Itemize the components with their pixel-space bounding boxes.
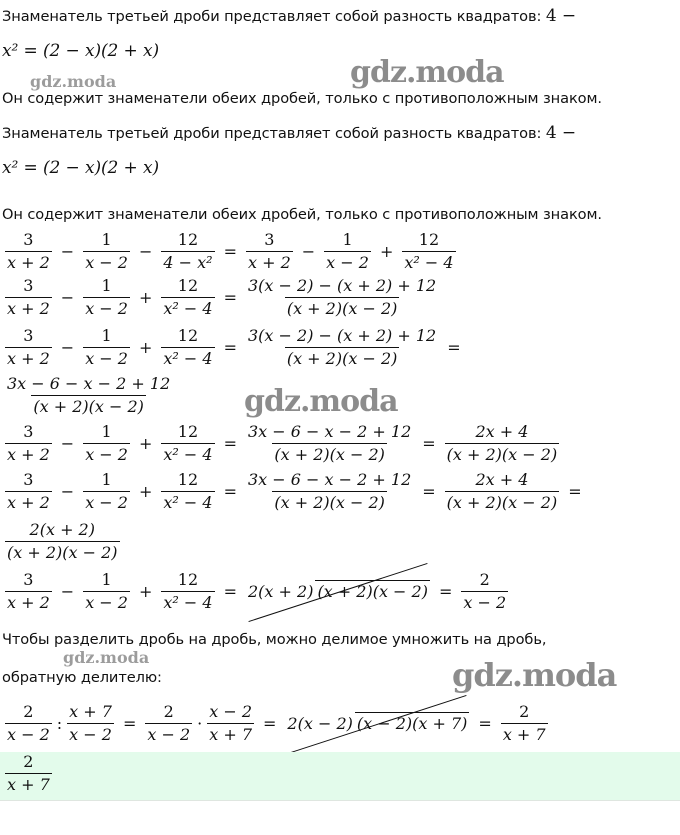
fraction: $\frac{12}{\text{x² − 4}}$ — [163, 470, 213, 512]
fraction: $\frac{3x - 6 - x - 2 + 12}{(x + 2)(x - 2)}$ — [247, 422, 412, 464]
fraction: $\frac{1}{x - 2}$ — [326, 230, 369, 272]
fraction: $\frac{2}{x - 2}$ — [147, 702, 191, 744]
fraction: $\frac{3}{x + 2}$ — [7, 570, 50, 612]
explanation-line-5: Чтобы разделить дробь на дробь, можно делимое умножить на дробь, — [2, 631, 547, 648]
watermark-large-3: gdz.moda — [452, 656, 617, 694]
explanation-line-4: Он содержит знаменатели обеих дробей, только с противоположным знаком. — [2, 206, 602, 223]
fraction: $\frac{1}{x - 2}$ — [85, 470, 128, 512]
fraction: $\frac{3x - 6 - x - 2 + 12}{(x + 2)(x - 2)}$ — [7, 374, 171, 416]
fraction: $\frac{1}{x - 2}$ — [85, 276, 128, 318]
equation-row-3: $\frac{3}{x + 2}$ − $\frac{1}{x - 2}$ + $\frac{12}{\text{x² − 4}}$ = $\frac{3(x - 2) - (x + 2) + 12}{(x + 2)(x - 2)}$ = — [7, 326, 461, 368]
fraction: $\frac{1}{x - 2}$ — [85, 422, 128, 464]
cancelled-fraction: 2(x + 2) (x + 2)(x − 2) — [247, 581, 428, 601]
fraction: $\frac{1}{x - 2}$ — [85, 570, 128, 612]
fraction: $\frac{12}{\text{x² − 4}}$ — [404, 230, 454, 272]
fraction: $\frac{12}{\text{x² − 4}}$ — [163, 276, 213, 318]
explanation-line-6: обратную делителю: — [2, 669, 162, 686]
equation-row-2: $\frac{3}{x + 2}$ − $\frac{1}{x - 2}$ + $\frac{12}{\text{x² − 4}}$ = $\frac{3(x - 2) - (x + 2) + 12}{(x + 2)(x - 2)}$ — [7, 276, 437, 318]
difference-of-squares-2: x² = (2 − x)(2 + x) — [2, 158, 159, 178]
final-answer — [2, 752, 55, 795]
watermark-small-2: gdz.moda — [63, 648, 150, 667]
equation-row-1: $\frac{3}{x + 2}$ − $\frac{1}{x - 2}$ − $\frac{12}{\text{4 − x²}}$ = $\frac{3}{x + 2}$ − $\frac{1}{x - 2}$ + $\frac{12}{\text{x² − 4}}$ — [7, 230, 454, 272]
fraction: $\frac{3}{x + 2}$ — [7, 326, 50, 368]
fraction: $\frac{2}{x - 2}$ — [7, 702, 50, 744]
fraction: $\frac{12}{\text{4 − x²}}$ — [163, 230, 213, 272]
fraction: $\frac{x + 7}{x - 2}$ — [69, 702, 112, 744]
fraction: $\frac{2x + 4}{(x + 2)(x - 2)}$ — [446, 422, 558, 464]
equation-row-5-cont — [2, 520, 123, 563]
fraction: $\frac{3}{x + 2}$ — [247, 230, 291, 272]
watermark-small-1: gdz.moda — [30, 72, 117, 91]
fraction: $\frac{2(x + 2)}{(x + 2)(x - 2)}$ — [7, 520, 118, 562]
fraction: $\frac{12}{\text{x² − 4}}$ — [163, 570, 213, 612]
fraction: $\frac{2x + 4}{(x + 2)(x - 2)}$ — [446, 470, 558, 512]
explanation-line-1: Знаменатель третьей дроби представляет собой разность квадратов: 4 − — [2, 6, 577, 26]
divider — [0, 800, 680, 801]
fraction: $\frac{3}{x + 2}$ — [7, 276, 50, 318]
fraction: $\frac{2}{x + 7}$ — [502, 702, 546, 744]
fraction: $\frac{2}{x - 2}$ — [463, 570, 507, 612]
fraction: $\frac{12}{\text{x² − 4}}$ — [163, 422, 213, 464]
watermark-large-2: gdz.moda — [244, 384, 398, 419]
fraction: $\frac{3}{x + 2}$ — [7, 422, 50, 464]
fraction: $\frac{3(x - 2) - (x + 2) + 12}{(x + 2)(x - 2)}$ — [247, 326, 437, 368]
equation-row-3-cont — [2, 374, 175, 417]
fraction: $\frac{1}{x - 2}$ — [85, 326, 128, 368]
equation-row-5: $\frac{3}{x + 2}$ − $\frac{1}{x - 2}$ + $\frac{12}{\text{x² − 4}}$ = $\frac{3x - 6 - x - 2 + 12}{(x + 2)(x - 2)}$ = $\frac{2x + 4}{(x + 2)(x - 2)}$ = — [7, 470, 582, 512]
fraction: $\frac{12}{\text{x² − 4}}$ — [163, 326, 213, 368]
division-row: $\frac{2}{x - 2}$ : $\frac{x + 7}{x - 2}$ = $\frac{2}{x - 2}$ · $\frac{x - 2}{x + 7}$ = 2(x − 2) (x − 2)(x + 7) = $\frac{2}{x + 7}$ — [7, 702, 546, 744]
difference-of-squares-1: x² = (2 − x)(2 + x) — [2, 41, 159, 61]
fraction: $\frac{3}{x + 2}$ — [7, 470, 50, 512]
fraction: $\frac{3(x - 2) - (x + 2) + 12}{(x + 2)(x - 2)}$ — [247, 276, 437, 318]
equation-row-6: $\frac{3}{x + 2}$ − $\frac{1}{x - 2}$ + $\frac{12}{\text{x² − 4}}$ = 2(x + 2) (x + 2)(x − 2) = $\frac{2}{x - 2}$ — [7, 570, 507, 612]
explanation-line-3: Знаменатель третьей дроби представляет собой разность квадратов: 4 − — [2, 123, 577, 143]
fraction: $\frac{1}{x - 2}$ — [85, 230, 128, 272]
fraction: $\frac{x - 2}{x + 7}$ — [209, 702, 253, 744]
fraction: $\frac{2}{x + 7}$ — [7, 752, 50, 794]
cancelled-fraction: 2(x − 2) (x − 2)(x + 7) — [287, 713, 468, 733]
explanation-line-2: Он содержит знаменатели обеих дробей, только с противоположным знаком. — [2, 90, 602, 107]
fraction: $\frac{3x - 6 - x - 2 + 12}{(x + 2)(x - 2)}$ — [247, 470, 412, 512]
watermark-large-1: gdz.moda — [350, 55, 504, 90]
answer-highlight — [0, 752, 680, 800]
fraction: $\frac{3}{x + 2}$ — [7, 230, 50, 272]
equation-row-4: $\frac{3}{x + 2}$ − $\frac{1}{x - 2}$ + $\frac{12}{\text{x² − 4}}$ = $\frac{3x - 6 - x - 2 + 12}{(x + 2)(x - 2)}$ = $\frac{2x + 4}{(x + 2)(x - 2)}$ — [7, 422, 558, 464]
